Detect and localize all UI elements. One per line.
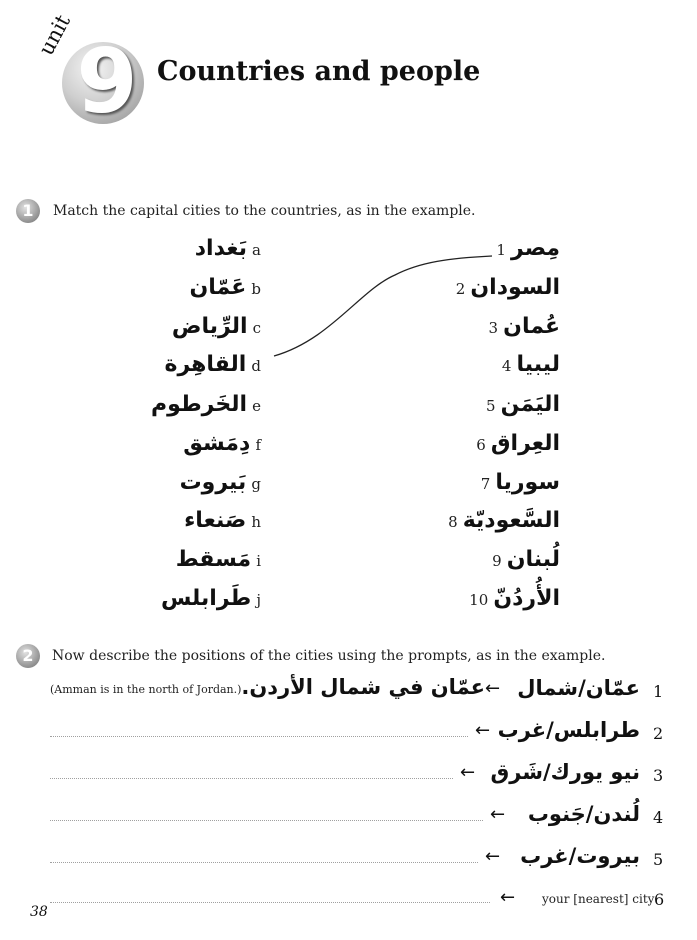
example-answer: عمّان في شمال الأردن. [241,675,485,699]
country-label: 1 [496,241,506,259]
row-number-5: 5 [653,850,664,869]
country-name: ليبيا [516,352,560,377]
city-name: الخَرطوم [151,392,248,417]
row-number-4: 4 [653,808,664,827]
example-translation: (Amman is in the north of Jordan.) [50,683,242,696]
country-label: 10 [469,591,489,609]
country-label: 5 [486,397,496,415]
arrow-icon: ← [475,720,491,741]
city-name: دِمَشق [183,431,251,456]
row-number-1: 1 [653,682,664,701]
city-name: مَسقط [175,547,252,572]
city-name: عَمّان [189,275,247,300]
unit-label: unit [34,10,76,60]
country-name: السَّعوديّة [462,508,560,533]
exercise-2-instruction: Now describe the positions of the cities using the prompts, as in the example. [52,648,606,664]
unit-number: 9 [76,30,138,133]
city-label: f [255,436,261,454]
prompt-3: نيو يورك/شَرق [490,760,640,784]
city-name: القاهِرة [164,352,247,377]
country-name: اليَمَن [500,392,560,417]
country-name: العِراق [490,431,560,456]
country-label: 8 [448,513,458,531]
country-label: 6 [476,436,486,454]
country-name: لُبنان [506,547,560,572]
page-number: 38 [30,904,48,920]
country-name: الأُردُنّ [493,586,560,611]
city-label: c [252,319,261,337]
arrow-icon: ← [460,762,476,783]
city-label: j [256,591,261,609]
country-name: مِصر [511,236,560,261]
country-name: السودان [470,275,560,300]
city-label: g [251,475,261,493]
answer-line-6[interactable] [50,902,490,903]
city-name: بَغداد [194,236,247,261]
prompt-5: بيروت/غرب [520,844,640,868]
answer-line-3[interactable] [50,778,453,779]
row-number-3: 3 [653,766,664,785]
answer-line-2[interactable] [50,736,468,737]
exercise-1-badge: 1 [16,199,40,223]
exercise-1-instruction: Match the capital cities to the countries, as in the example. [53,203,476,219]
country-name: سوريا [495,470,560,495]
prompt-6: your [nearest] city [542,892,655,906]
arrow-icon: ← [490,804,506,825]
arrow-icon: ← [500,887,516,908]
city-label: i [256,552,261,570]
row-number-6: 6 [654,890,665,909]
city-label: h [251,513,261,531]
country-label: 4 [501,357,512,375]
page-title: Countries and people [157,56,481,87]
prompt-2: طرابلس/غرب [497,718,640,742]
row-number-2: 2 [653,724,664,743]
prompt-1: عمّان/شمال [517,676,640,700]
arrow-icon: ← [485,678,501,699]
city-name: صَنعاء [184,508,247,533]
city-name: بَيروت [179,470,247,495]
country-label: 7 [480,475,491,493]
city-label: b [251,280,261,298]
city-label: e [252,397,261,415]
answer-line-4[interactable] [50,820,483,821]
country-label: 3 [488,319,499,337]
city-label: a [252,241,261,259]
city-name: الرِّياض [171,314,248,339]
country-label: 2 [455,280,466,298]
city-label: d [251,357,261,375]
arrow-icon: ← [485,846,501,867]
country-label: 9 [492,552,502,570]
answer-line-5[interactable] [50,862,478,863]
city-name: طَرابلس [160,586,252,611]
country-name: عُمان [503,314,560,339]
exercise-2-badge: 2 [16,644,40,668]
prompt-4: لُندن/جَنوب [527,802,640,826]
